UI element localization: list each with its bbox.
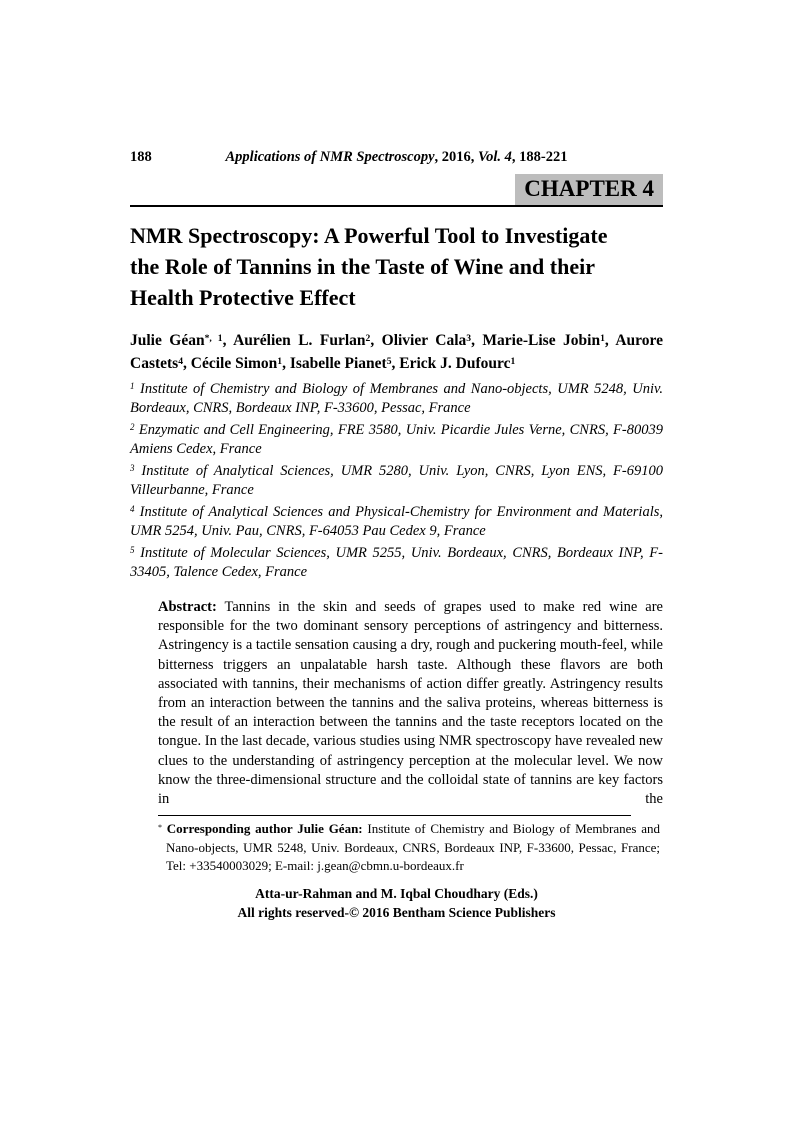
author-name: Marie-Lise Jobin (482, 332, 601, 349)
author-name: Julie Géan (130, 332, 205, 349)
page-number: 188 (130, 149, 152, 165)
affiliation-superscript: 4 (130, 503, 135, 514)
author-superscript: 1 (600, 332, 605, 344)
article-title (130, 220, 663, 313)
chapter-badge: CHAPTER 4 (515, 174, 663, 205)
author-name: Olivier Cala (381, 332, 467, 349)
article-title-line-2: the Role of Tannins in the Taste of Wine and their (130, 254, 595, 279)
affiliation-superscript: 2 (130, 421, 135, 432)
page-content (130, 0, 663, 922)
affiliation-text: Institute of Chemistry and Biology of Membranes and Nano-objects, UMR 5248, Univ. Bordeaux, CNRS, Bordeaux INP, F-33600, Pessac, France (130, 381, 664, 416)
author-superscript: 1 (277, 355, 283, 367)
affiliation (130, 462, 663, 499)
author-separator: , (222, 332, 234, 349)
affiliation-text: Institute of Analytical Sciences, UMR 5280, Univ. Lyon, CNRS, Lyon ENS, F-69100 Villeurbanne, France (130, 463, 663, 498)
affiliation-text: Institute of Molecular Sciences, UMR 5255, Univ. Bordeaux, CNRS, Bordeaux INP, F-33405, Talence Cedex, France (130, 545, 663, 580)
author-separator: , (391, 355, 400, 372)
author-superscript: 4 (178, 355, 184, 367)
running-title-journal: Applications of NMR Spectroscopy (225, 149, 435, 165)
article-title-line-1: NMR Spectroscopy: A Powerful Tool to Investigate (130, 223, 608, 248)
affiliation (130, 421, 663, 458)
publisher-footer (130, 884, 663, 922)
footnote-superscript: * (158, 822, 163, 832)
affiliation-superscript: 1 (130, 380, 135, 391)
affiliation-text: Enzymatic and Cell Engineering, FRE 3580, Univ. Picardie Jules Verne, CNRS, F-80039 Amiens Cedex, France (130, 422, 663, 457)
footnote-label: Corresponding author Julie Géan: (166, 821, 363, 837)
affiliation (130, 544, 663, 581)
affiliation-text: Institute of Analytical Sciences and Physical-Chemistry for Environment and Materials, UMR 5254, Univ. Pau, CNRS, F-64053 Pau Cedex 9, France (130, 504, 663, 539)
affiliation-superscript: 3 (130, 462, 135, 473)
author-separator: , (183, 355, 191, 372)
abstract (158, 598, 663, 809)
affiliation (130, 503, 663, 540)
author-superscript: 1 (510, 355, 516, 367)
publisher-rights-line: All rights reserved-© 2016 Bentham Science Publishers (237, 904, 556, 920)
chapter-rule (130, 174, 663, 207)
footnote-text: Institute of Chemistry and Biology of Membranes and Nano-objects, UMR 5248, Univ. Bordeaux, CNRS, Bordeaux INP, F-33600, Pessac, France; Tel: +33540003029; E-mail: (166, 821, 660, 874)
running-title-pages: , 188-221 (511, 149, 568, 165)
running-title (220, 149, 573, 166)
author-name: Aurélien L. Furlan (233, 332, 366, 349)
author-separator: , (370, 332, 382, 349)
author-superscript: *, 1 (204, 332, 223, 344)
article-title-line-3: Health Protective Effect (130, 285, 356, 310)
publisher-editors-line: Atta-ur-Rahman and M. Iqbal Choudhary (Eds.) (255, 885, 538, 901)
affiliations-block (130, 380, 663, 581)
running-title-year: , 2016, (434, 149, 479, 165)
author-name: Cécile Simon (190, 355, 278, 372)
authors-line (130, 329, 663, 375)
abstract-label: Abstract: (158, 599, 217, 615)
author-separator: , (604, 332, 616, 349)
affiliation (130, 380, 663, 417)
author-superscript: 5 (386, 355, 392, 367)
author-separator: , (471, 332, 483, 349)
affiliation-superscript: 5 (130, 544, 135, 555)
author-superscript: 2 (365, 332, 371, 344)
author-name: Isabelle Pianet (289, 355, 387, 372)
footnote-block (158, 815, 660, 876)
author-separator: , (282, 355, 290, 372)
footnote-divider (158, 815, 631, 816)
author-name: Erick J. Dufourc (399, 355, 511, 372)
author-superscript: 3 (466, 332, 472, 344)
author-name: Aurore Castets (130, 332, 664, 372)
corresponding-author-note (158, 820, 660, 876)
running-title-volume: Vol. 4 (478, 149, 512, 165)
abstract-text: Tannins in the skin and seeds of grapes used to make red wine are responsible for the two dominant sensory perceptions of astringency and bitterness. Astringency is a tactile sensation causing a dry, rough and puckering mouth-feel, while bitterness triggers an unpalatable harsh taste. Although these flavors are both associated with tannins, their mechanisms of action differ greatly. Astringency results from an interaction between the tannins and the saliva proteins, whereas bitterness is the result of an interaction between the tannins and the taste receptors located on the tongue. In the last decade, various studies using NMR spectroscopy have revealed new clues to the understanding of astringency perception at the molecular level. We now know the three-dimensional structure and the colloidal state of tannins are key factors in the (158, 599, 663, 808)
email-text: j.gean@cbmn.u-bordeaux.fr (317, 858, 464, 874)
page-header (130, 149, 663, 166)
